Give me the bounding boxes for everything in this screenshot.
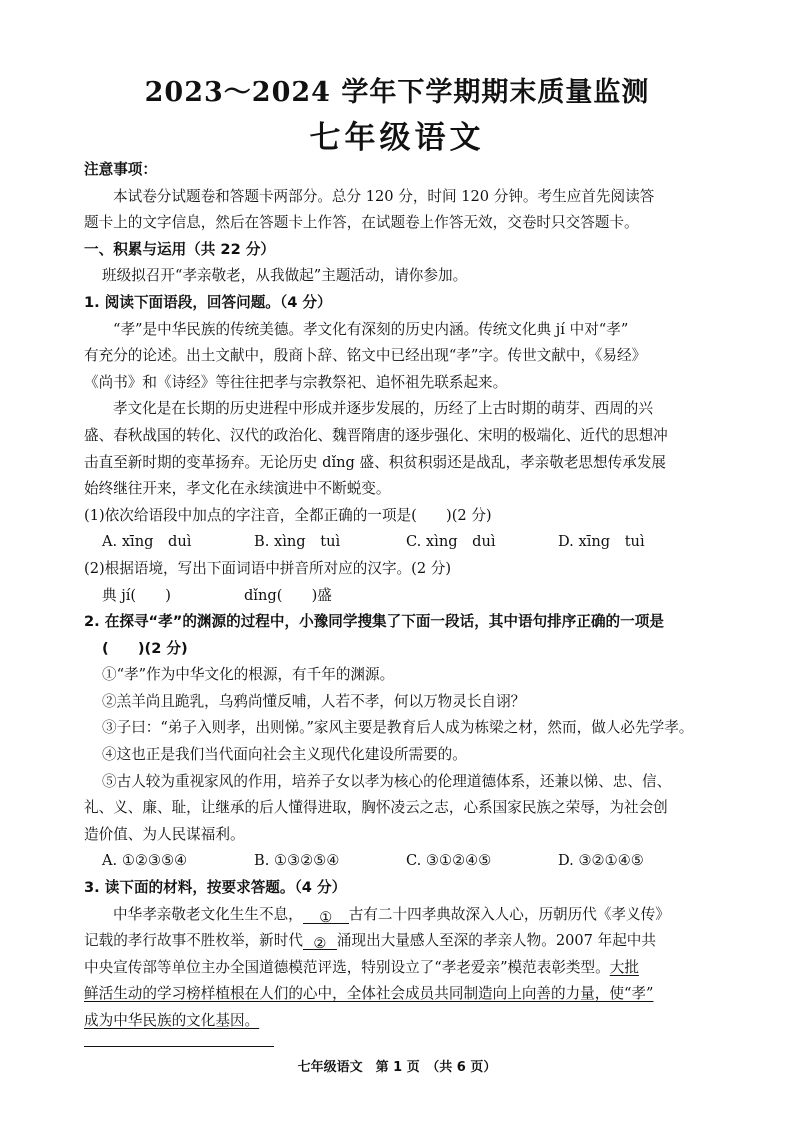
section-intro: 班级拟召开“孝亲敬老，从我做起”主题活动，请你参加。	[102, 267, 468, 285]
sentence-5: ⑤古人较为重视家风的作用，培养子女以孝为核心的伦理道德体系，还兼以悌、忠、信、	[102, 772, 672, 790]
question-2-stem: 2. 在探寻“孝”的渊源的过程中，小豫同学搜集了下面一段话，其中语句排序正确的一项是	[84, 613, 664, 631]
material-line	[84, 928, 729, 955]
material-text: 记载的孝行故事不胜枚举，新时代	[84, 932, 303, 950]
option-d[interactable]: D. xīng tuì	[558, 533, 645, 551]
passage-line: 击直至新时期的变革扬弃。无论历史 dǐng 盛、积贫积弱还是战乱，孝亲敬老思想传承发展	[84, 453, 667, 471]
notice-line: 题卡上的文字信息，然后在答题卡上作答，在试题卷上作答无效，交卷时只交答题卡。	[84, 214, 639, 232]
sentence-2: ②羔羊尚且跪乳，乌鸦尚懂反哺，人若不孝，何以万物灵长自诩？	[102, 692, 526, 710]
underlined-text: 大批	[609, 958, 639, 976]
material-line	[84, 902, 729, 929]
blank-2[interactable]: ②	[303, 931, 337, 950]
footer-divider	[84, 1046, 274, 1047]
notice-heading: 注意事项：	[84, 161, 157, 178]
sentence-5-cont: 礼、义、廉、耻，让继承的后人懂得进取，胸怀凌云之志，心系国家民族之荣辱，为社会创	[84, 799, 668, 817]
option-a[interactable]: A. ①②③⑤④	[102, 852, 188, 870]
sentence-1: ①“孝”作为中华文化的根源，有千年的渊源。	[102, 666, 395, 684]
material-text: 中华孝亲敬老文化生生不息，	[113, 905, 303, 923]
material-text: 古有二十四孝典故深入人心，历朝历代《孝义传》	[348, 905, 670, 923]
sentence-5-cont: 造价值、为人民谋福利。	[84, 825, 245, 843]
page-footer: 七年级语文 第 1 页 （共 6 页）	[297, 1060, 497, 1075]
question-2-stem-cont: ( )(2 分)	[102, 639, 188, 657]
section-heading: 一、积累与运用（共 22 分）	[84, 240, 276, 258]
material-line	[84, 955, 729, 982]
blank-1[interactable]: ①	[303, 905, 349, 924]
option-c[interactable]: C. ③①②④⑤	[406, 852, 492, 870]
question-3-stem: 3. 读下面的材料，按要求答题。（4 分）	[84, 879, 347, 897]
passage-line: 孝文化是在长期的历史进程中形成并逐步发展的，历经了上古时期的萌芽、西周的兴	[113, 400, 653, 418]
material-text: 涌现出大量感人至深的孝亲人物。2007 年起中共	[336, 932, 656, 950]
underlined-line: 成为中华民族的文化基因。	[84, 1012, 260, 1029]
question-1-stem: 1. 阅读下面语段，回答问题。（4 分）	[84, 293, 332, 311]
underlined-line: 鲜活生动的学习榜样植根在人们的心中，全体社会成员共同制造向上向善的力量，使“孝”	[84, 985, 654, 1003]
option-d[interactable]: D. ③②①④⑤	[558, 852, 644, 870]
sentence-3: ③子曰：“弟子入则孝，出则悌。”家风主要是教育后人成为栋梁之材，然而，做人必先学孝。	[102, 719, 694, 737]
passage-line: “孝”是中华民族的传统美德。孝文化有深刻的历史内涵。传统文化典 jí 中对“孝”	[113, 320, 629, 338]
exam-body	[84, 157, 729, 1035]
subject-title: 七年级语文	[309, 120, 485, 156]
passage-line: 盛、春秋战国的转化、汉代的政治化、魏晋隋唐的逐步强化、宋明的极端化、近代的思想冲	[84, 426, 668, 444]
option-b[interactable]: B. xìng tuì	[254, 533, 341, 551]
sentence-4: ④这也正是我们当代面向社会主义现代化建设所需要的。	[102, 746, 467, 764]
option-b[interactable]: B. ①③②⑤④	[254, 852, 340, 870]
passage-line: 有充分的论述。出土文献中，殷商卜辞、铭文中已经出现“孝”字。传世文献中，《易经》	[84, 347, 647, 365]
question-2-options	[84, 848, 729, 875]
passage-line: 始终继往开来，孝文化在永续演进中不断蜕变。	[84, 480, 391, 498]
passage-line: 《尚书》和《诗经》等往往把孝与宗教祭祀、追怀祖先联系起来。	[84, 373, 508, 391]
question-1-sub-1: (1)依次给语段中加点的字注音，全都正确的一项是( )(2 分)	[84, 506, 492, 524]
exam-title: 2023～2024 学年下学期期末质量监测	[144, 77, 650, 108]
option-c[interactable]: C. xìng duì	[406, 533, 496, 551]
notice-line: 本试卷分试题卷和答题卡两部分。总分 120 分，时间 120 分钟。考生应首先阅读答	[113, 187, 655, 205]
question-1-options	[84, 529, 729, 556]
material-text: 中央宣传部等单位主办全国道德模范评选，特别设立了“孝老爱亲”模范表彰类型。	[84, 958, 610, 976]
option-a[interactable]: A. xīng duì	[102, 533, 192, 551]
question-1-sub-2-items: 典 jí( ) dǐng( )盛	[102, 586, 332, 604]
question-1-sub-2: (2)根据语境，写出下面词语中拼音所对应的汉字。(2 分)	[84, 559, 452, 577]
